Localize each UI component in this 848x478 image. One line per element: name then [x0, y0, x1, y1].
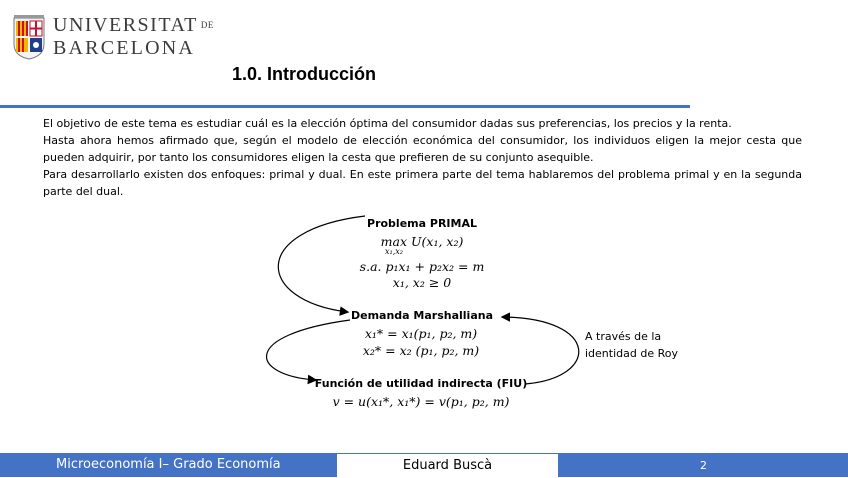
arrow-primal-to-demand	[278, 216, 365, 312]
arrow-roy-fiu-to-demand	[503, 317, 579, 384]
arrow-demand-to-fiu	[267, 320, 350, 380]
primal-objective-subscript: x₁,x₂	[385, 247, 403, 256]
demand-x2: x₂* = x₂ (p₁, p₂, m)	[362, 343, 480, 358]
fiu-equation: v = u(x₁*, x₁*) = v(p₁, p₂, m)	[332, 394, 510, 409]
primal-nonnegativity: x₁, x₂ ≥ 0	[392, 275, 452, 290]
footer-course: Microeconomía I– Grado Economía	[56, 457, 281, 472]
roy-line-2: identidad de Roy	[585, 347, 678, 360]
primal-constraint: s.a. p₁x₁ + p₂x₂ = m	[359, 259, 485, 274]
intro-paragraph-2: Hasta ahora hemos afirmado que, según el modelo de elección económica del consumidor, los individuos eligen la mejor cesta que pueden adquirir, por tanto los consumidores eligen la cesta que prefieren de su conjunto asequible.	[43, 134, 802, 164]
fiu-title: Función de utilidad indirecta (FIU)	[314, 377, 528, 390]
brand-line2: BARCELONA	[53, 37, 196, 59]
intro-paragraph-1: El objetivo de este tema es estudiar cuál es la elección óptima del consumidor dadas sus preferencias, los precios y la renta.	[43, 117, 732, 130]
demand-x1: x₁* = x₁(p₁, p₂, m)	[364, 326, 478, 341]
page-number: 2	[700, 459, 707, 472]
slide-title: 1.0. Introducción	[232, 64, 377, 84]
brand-line1: UNIVERSITAT	[53, 14, 198, 36]
primal-title: Problema PRIMAL	[367, 217, 477, 230]
demand-title: Demanda Marshalliana	[350, 309, 494, 322]
brand-de: DE	[200, 20, 214, 30]
primal-objective: max U(x₁, x₂)	[380, 234, 464, 249]
intro-paragraph-3: Para desarrollarlo existen dos enfoques: primal y dual. En este primera parte del tema hablaremos del problema primal y en la segunda parte del dual.	[43, 168, 802, 198]
footer-author: Eduard Buscà	[337, 453, 558, 477]
roy-line-1: A través de la	[585, 330, 662, 343]
roy-label	[585, 328, 678, 362]
